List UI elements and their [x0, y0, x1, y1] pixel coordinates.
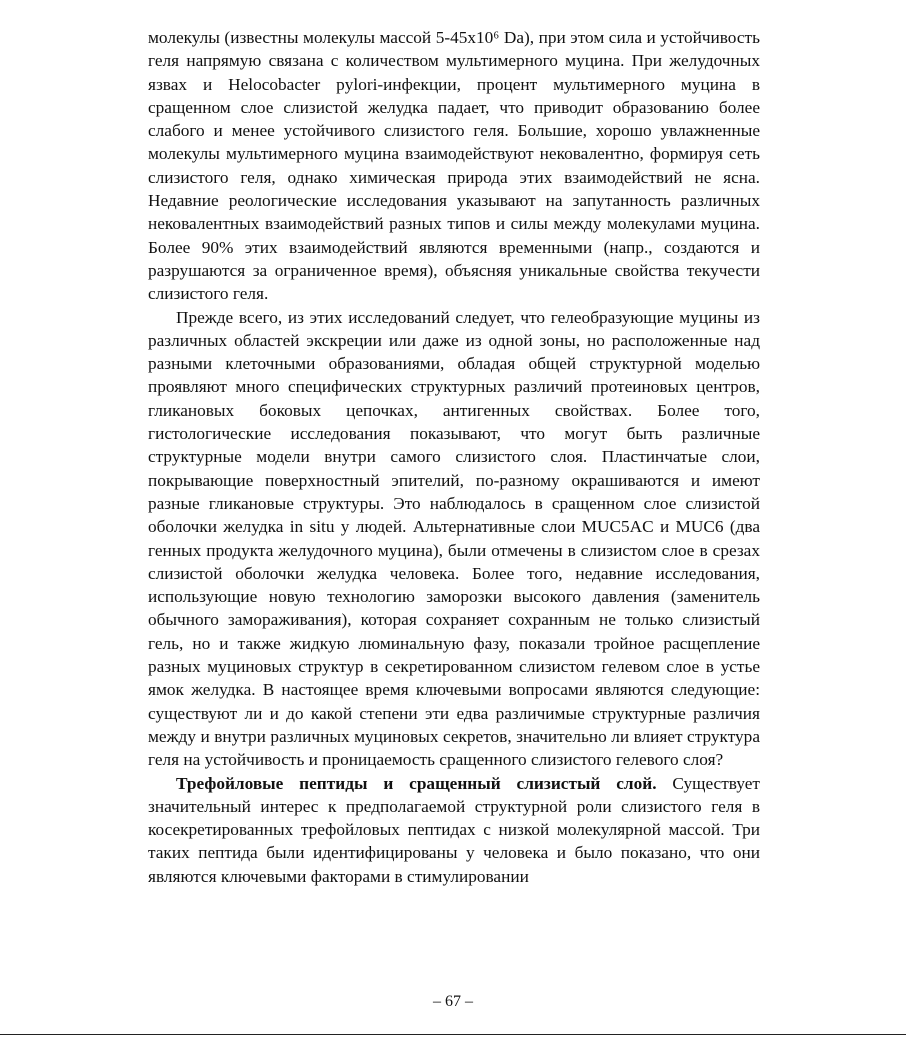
paragraph-2: Прежде всего, из этих исследований следует, что гелеобразующие муцины из различных областей экскреции или даже из одной зоны, но расположенные над разными клеточными образованиями, обладая общей структурной моделью проявляют много специфических структурных различий протеиновых центров, гликановых боковых цепочках, антигенных свойствах. Более того, гистологические исследования показывают, что могут быть различные структурные модели внутри самого слизистого слоя. Пластинчатые слои, покрывающие поверхностный эпителий, по-разному окрашиваются и имеют разные гликановые структуры. Это наблюдалось в сращенном слое слизистой оболочки желудка in situ у людей. Альтернативные слои MUC5AC и MUC6 (два генных продукта желудочного муцина), были отмечены в слизистом слое в срезах слизистой оболочки желудка человека. Более того, недавние исследования, использующие новую технологию заморозки высокого давления (заменитель обычного замораживания), которая сохраняет сохранным не только слизистый гель, но и также жидкую люминальную фазу, показали тройное расщепление разных муциновых структур в секретированном слизистом гелевом слое в устье ямок желудка. В настоящее время ключевыми вопросами являются следующие: существуют ли и до какой степени эти едва различимые структурные различия между и внутри различных муциновых секретов, значительно ли влияет структура геля на устойчивость и проницаемость сращенного слизистого гелевого слоя? [148, 307, 760, 770]
paragraph-3-text: Существует значительный интерес к предполагаемой структурной роли слизистого геля в косекретированных трефойловых пептидах с низкой молекулярной массой. Три таких пептида были идентифицированы у человека и было показано, что они являются ключевыми факторами в стимулировании [148, 773, 760, 886]
paragraph-1: молекулы (известны молекулы массой 5-45х10⁶ Da), при этом сила и устойчивость геля напрямую связана с количеством мультимерного муцина. При желудочных язвах и Helocobacter pylori-инфекции, процент мультимерного муцина в сращенном слое слизистой желудка падает, что приводит образованию более слабого и менее устойчивого слизистого геля. Большие, хорошо увлажненные молекулы мультимерного муцина взаимодействуют нековалентно, формируя сеть слизистого геля, однако химическая природа этих взаимодействий не ясна. Недавние реологические исследования указывают на запутанность различных нековалентных взаимодействий разных типов и силы между молекулами муцина. Более 90% этих взаимодействий являются временными (напр., создаются и разрушаются за ограниченное время), объясняя уникальные свойства текучести слизистого геля. [148, 28, 760, 304]
section-heading: Трефойловые пептиды и сращенный слизистый слой. [176, 773, 657, 793]
paragraph-3 [148, 772, 760, 888]
bottom-divider [0, 1034, 906, 1035]
page-number: – 67 – [433, 993, 473, 1010]
page-body [148, 26, 760, 888]
